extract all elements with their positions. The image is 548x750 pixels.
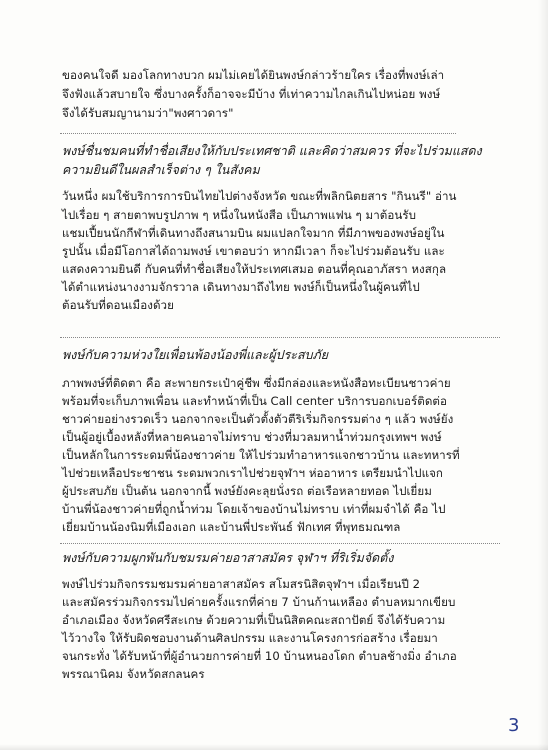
section3-body-line-3: อำเภอเมือง จังหวัดศรีสะเกษ ด้วยความที่เป็นนิสิตคณะสถาปัตย์ จึงได้รับความ	[62, 613, 446, 627]
page-edge-shadow	[538, 0, 548, 750]
section3-top-rule	[60, 543, 500, 544]
section2-top-rule	[60, 337, 500, 338]
intro-line-1: ของคนใจดี มองโลกทางบวก ผมไม่เคยได้ยินพงษ์กล่าวร้ายใคร เรื่องที่พงษ์เล่า	[62, 68, 445, 82]
section3-body-line-2: และสมัครร่วมกิจกรรมไปค่ายครั้งแรกที่ค่าย 7 บ้านก้านเหลือง ตำบลหมากเขียบ	[62, 595, 456, 609]
section3-body-line-4: ไว้วางใจ ให้รับผิดชอบงานด้านศิลปกรรม และงานโครงการก่อสร้าง เรื่อยมา	[62, 631, 438, 645]
section2-body-line-2: พร้อมที่จะเก็บภาพเพื่อน และทำหน้าที่เป็น Call center บริการบอกเบอร์ติดต่อ	[62, 394, 448, 408]
section1-body-line-5: แสดงความยินดี กับคนที่ทำชื่อเสียงให้ประเทศเสมอ ตอนที่คุณอาภัสรา หงสกุล	[62, 262, 447, 276]
section2-body-line-6: ไปช่วยเหลือประชาชน ระดมพวกเราไปช่วยจุฬาฯ ห่ออาหาร เตรียมนำไปแจก	[62, 466, 444, 480]
section1-body-line-2: ไปเรื่อย ๆ สายตาพบรูปภาพ ๆ หนึ่งในหนังสือ เป็นภาพแฟน ๆ มาต้อนรับ	[62, 208, 417, 222]
section2-body-line-9: เยี่ยมบ้านน้องนิมที่เมืองเอก และบ้านพี่ประพันธ์ ฟักเทศ ที่พุทธมณฑล	[62, 520, 401, 534]
intro-line-3: จึงได้รับสมญานามว่า"พงศาวดาร"	[62, 106, 234, 120]
section2-body-line-8: บ้านพี่น้องชาวค่ายที่ถูกน้ำท่วม โดยเจ้าของบ้านไม่ทราบ เท่าที่ผมจำได้ คือ ไป	[62, 502, 446, 516]
section1-heading-line-1: พงษ์ชื่นชมคนที่ทำชื่อเสียงให้กับประเทศชาติ และคิดว่าสมควร ที่จะไปร่วมแสดง	[62, 143, 482, 158]
section1-body-line-4: รูปนั้น เมื่อมีโอกาสได้ถามพงษ์ เขาตอบว่า หากมีเวลา ก็จะไปร่วมต้อนรับ และ	[62, 244, 445, 258]
section2-body-line-1: ภาพพงษ์ที่ติดตา คือ สะพายกระเป๋าคู่ชีพ ซึ่งมีกล่องและหนังสือทะเบียนชาวค่าย	[62, 376, 451, 390]
section1-body-line-1: วันหนึ่ง ผมใช้บริการการบินไทยไปต่างจังหวัด ขณะที่พลิกนิตยสาร "กินนรี" อ่าน	[62, 189, 457, 203]
section2-body-line-7: ผู้ประสบภัย เป็นต้น นอกจากนี้ พงษ์ยังคะลุยนั่งรถ ต่อเรือหลายทอด ไปเยี่ยม	[62, 484, 432, 498]
section2-heading-line-1: พงษ์กับความห่วงใยเพื่อนพ้องน้องพี่และผู้ประสบภัย	[62, 347, 329, 362]
section1-heading-line-2: ความยินดีในผลสำเร็จต่าง ๆ ในสังคม	[62, 162, 260, 177]
section1-body-line-6: ได้ตำแหน่งนางงามจักรวาล เดินทางมาถึงไทย พงษ์ก็เป็นหนึ่งในผู้คนที่ไป	[62, 280, 420, 294]
section1-body-line-3: แชมเปี้ยนนักกีฬาที่เดินทางถึงสนามบิน ผมแปลกใจมาก ที่มีภาพของพงษ์อยู่ใน	[62, 226, 445, 240]
section3-body-line-5: จนกระทั่ง ได้รับหน้าที่ผู้อำนวยการค่ายที่ 10 บ้านหนองโดก ตำบลช้างมิ่ง อำเภอ	[62, 649, 457, 663]
intro-line-2: จึงฟังแล้วสบายใจ ซึ่งบางครั้งก็อาจจะมีบ้าง ที่เท่าความไกลเกินไปหน่อย พงษ์	[62, 87, 441, 101]
section3-heading-line-1: พงษ์กับความผูกพันกับชมรมค่ายอาสาสมัคร จุฬาฯ ที่ริเริ่มจัดตั้ง	[62, 550, 394, 565]
section3-body-line-6: พรรณานิคม จังหวัดสกลนคร	[62, 667, 205, 681]
page-bottom-shadow	[0, 744, 548, 750]
section1-body-line-7: ต้อนรับที่ดอนเมืองด้วย	[62, 298, 174, 312]
section3-body-line-1: พงษ์ไปร่วมกิจกรรมชมรมค่ายอาสาสมัคร สโมสรนิสิตจุฬาฯ เมื่อเรียนปี 2	[62, 577, 421, 591]
section1-top-rule	[60, 133, 456, 134]
page-number: 3	[508, 715, 520, 736]
section2-body-line-3: ชาวค่ายอย่างรวดเร็ว นอกจากจะเป็นตัวตั้งตัวตีริเริ่มกิจกรรมต่าง ๆ แล้ว พงษ์ยัง	[62, 412, 454, 426]
section2-body-line-5: เป็นหลักในการระดมพี่น้องชาวค่าย ให้ไปร่วมทำอาหารแจกชาวบ้าน และทหารที่	[62, 448, 460, 462]
section2-body-line-4: เป็นผู้อยู่เบื้องหลังที่หลายคนอาจไม่ทราบ ช่วงที่มวลมหาน้ำท่วมกรุงเทพฯ พงษ์	[62, 430, 442, 444]
